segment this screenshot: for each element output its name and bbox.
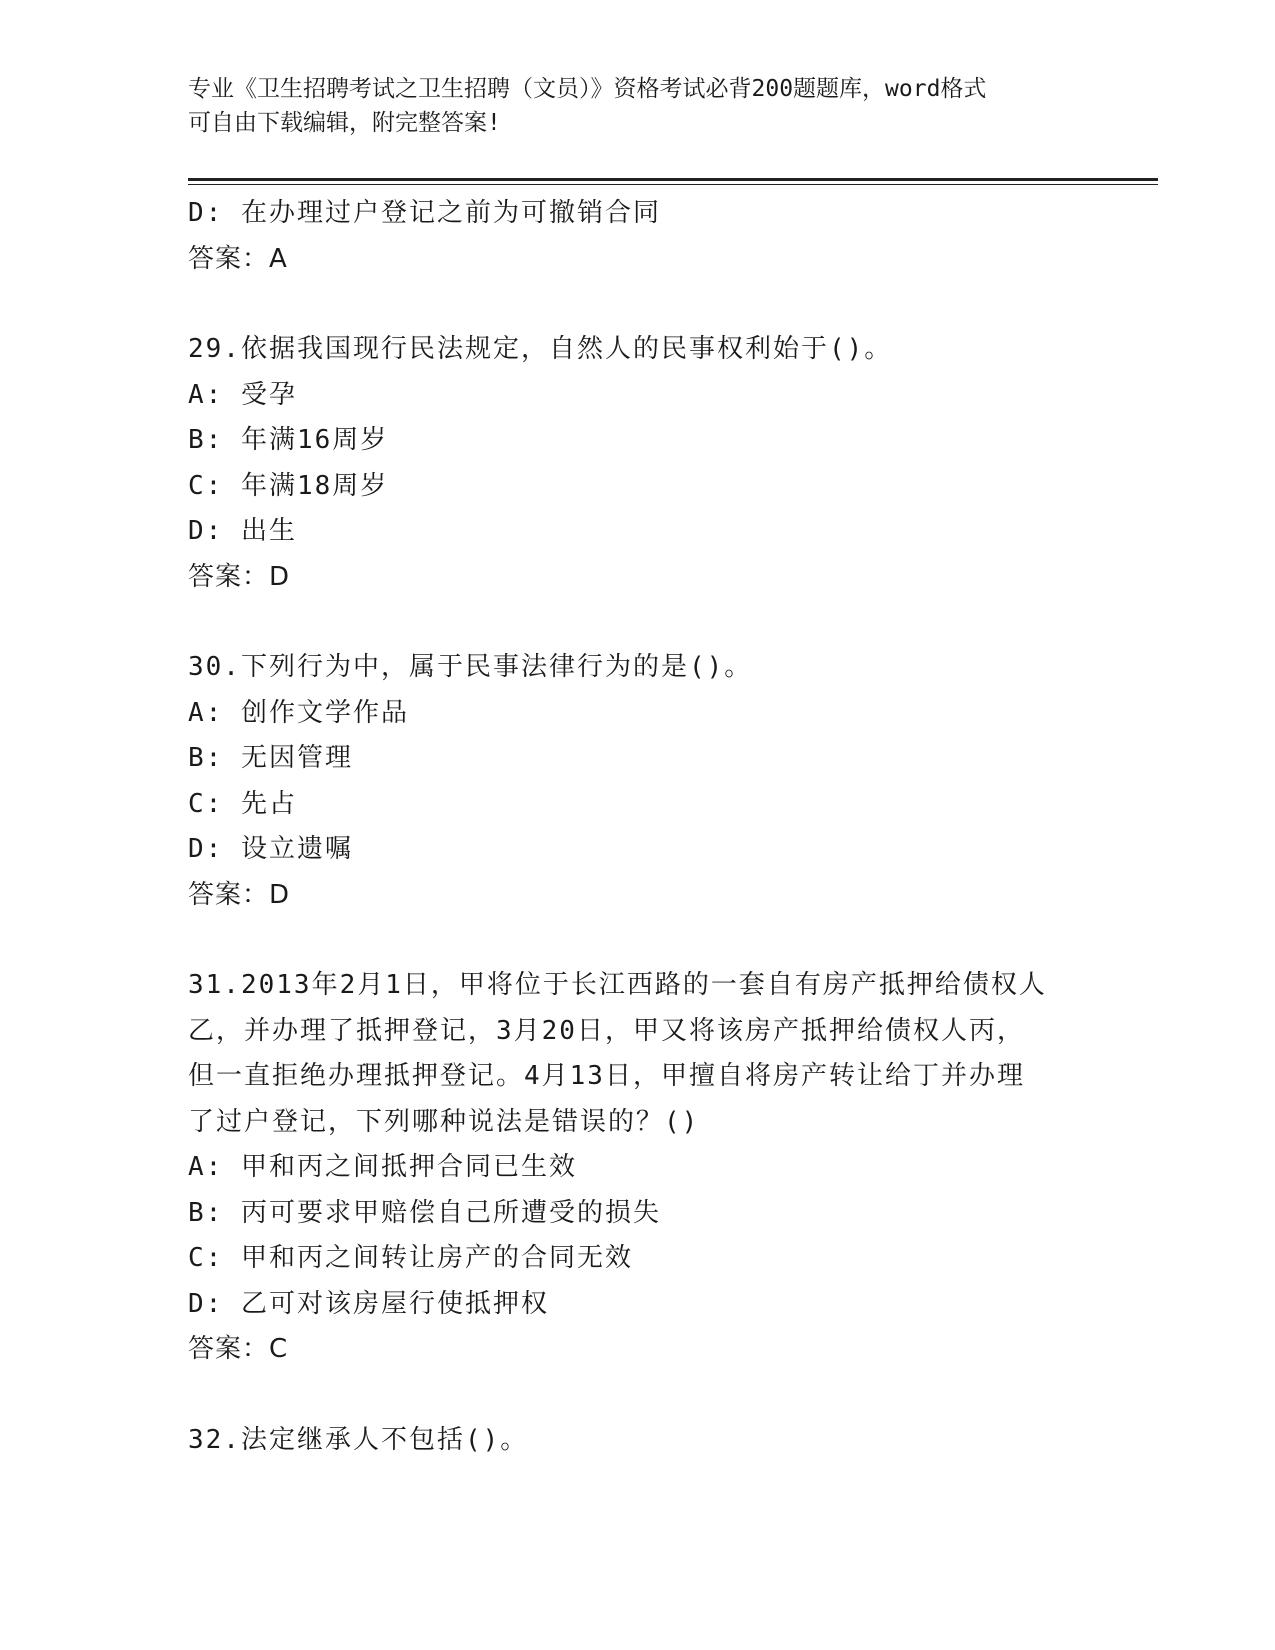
option-a: A: 创作文学作品	[188, 697, 409, 728]
question-stem-line-1: 31.2013年2月1日，甲将位于长江西路的一套自有房产抵押给债权人	[188, 970, 1047, 1000]
header-line-2: 可自由下载编辑，附完整答案!	[188, 110, 501, 136]
question-stem-line-4: 了过户登记，下列哪种说法是错误的？()	[188, 1106, 700, 1137]
option-b: B: 无因管理	[188, 743, 353, 773]
option-d: D: 在办理过户登记之前为可撤销合同	[188, 198, 661, 228]
spacer	[188, 600, 1088, 645]
spacer	[188, 282, 1088, 327]
answer: 答案：D	[188, 879, 291, 910]
option-c: C: 先占	[188, 788, 297, 819]
option-c: C: 甲和丙之间转让房产的合同无效	[188, 1243, 633, 1273]
document-header	[188, 72, 1088, 140]
option-d: D: 乙可对该房屋行使抵押权	[188, 1288, 549, 1319]
question-stem-line-2: 乙，并办理了抵押登记，3月20日，甲又将该房产抵押给债权人丙，	[188, 1015, 1025, 1046]
option-a: A: 受孕	[188, 379, 297, 410]
question-32	[188, 1418, 1088, 1464]
question-stem-line-3: 但一直拒绝办理抵押登记。4月13日，甲擅自将房产转让给丁并办理	[188, 1061, 1025, 1091]
question-stem: 30.下列行为中，属于民事法律行为的是()。	[188, 652, 753, 682]
question-30	[188, 645, 1088, 918]
answer: 答案：C	[188, 1334, 289, 1364]
question-31	[188, 963, 1088, 1373]
question-29	[188, 327, 1088, 600]
spacer	[188, 918, 1088, 963]
option-a: A: 甲和丙之间抵押合同已生效	[188, 1152, 577, 1182]
option-b: B: 丙可要求甲赔偿自己所遭受的损失	[188, 1197, 661, 1228]
option-d: D: 设立遗嘱	[188, 834, 353, 864]
question-list	[188, 191, 1088, 1463]
header-divider-thin	[188, 184, 1158, 185]
option-c: C: 年满18周岁	[188, 470, 389, 501]
option-b: B: 年满16周岁	[188, 425, 389, 455]
question-28	[188, 191, 1088, 282]
answer: 答案：A	[188, 243, 288, 274]
question-stem: 29.依据我国现行民法规定，自然人的民事权利始于()。	[188, 334, 893, 364]
question-stem: 32.法定继承人不包括()。	[188, 1424, 529, 1455]
answer: 答案：D	[188, 561, 291, 592]
header-divider-thick	[188, 178, 1158, 181]
spacer	[188, 1373, 1088, 1418]
option-d: D: 出生	[188, 516, 297, 546]
header-line-1: 专业《卫生招聘考试之卫生招聘（文员）》资格考试必背200题题库，word格式	[188, 76, 987, 102]
